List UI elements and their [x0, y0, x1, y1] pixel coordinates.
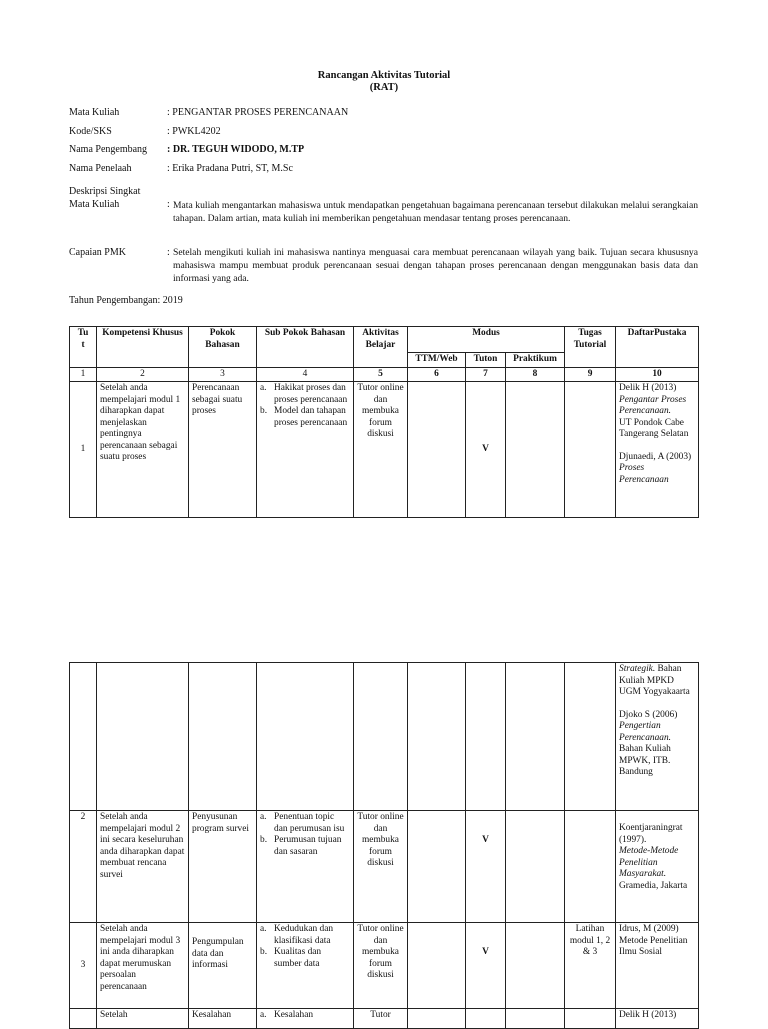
deskripsi-text: Mata kuliah mengantarkan mahasiswa untuk mendapatkan pengetahuan bagaimana perencanaan tersebut dilakukan melalui serangkaian tahapan. Dalam artian, mata kuliah ini memberikan pengetahuan mendasar tentang proses perencanaan. — [173, 200, 698, 224]
row2-sub-pokok: a. Penentuan topic dan perumusan isu b. Perumusan tujuan dan sasaran — [257, 811, 354, 923]
capaian-label: Capaian PMK — [69, 247, 126, 258]
meta-value-nama-penelaah: : Erika Pradana Putri, ST, M.Sc — [167, 163, 293, 174]
header-kompetensi: Kompetensi Khusus — [97, 327, 189, 368]
row3-tuton: V — [466, 923, 506, 1009]
meta-label-mata-kuliah: Mata Kuliah — [69, 107, 120, 118]
header-aktivitas: Aktivitas Belajar — [354, 327, 408, 368]
row2-pokok: Penyusunan program survei — [189, 811, 257, 923]
table-row — [70, 382, 699, 518]
document-subtitle: (RAT) — [369, 82, 399, 93]
table-row — [70, 811, 699, 923]
row4-kompetensi: Setelah — [97, 1009, 189, 1029]
row1-tugas — [565, 382, 616, 518]
header-modus: Modus — [408, 327, 565, 353]
header-ttm-web: TTM/Web — [408, 353, 466, 368]
deskripsi-label-1: Deskripsi Singkat — [69, 186, 141, 197]
meta-label-nama-pengembang: Nama Pengembang — [69, 144, 148, 155]
meta-value-mata-kuliah: : PENGANTAR PROSES PERENCANAAN — [167, 107, 349, 118]
row1-ttm — [408, 382, 466, 518]
table-row — [70, 923, 699, 1009]
row2-aktivitas: Tutor online dan membuka forum diskusi — [354, 811, 408, 923]
col-number: 5 — [354, 367, 408, 382]
row3-aktivitas: Tutor online dan membuka forum diskusi — [354, 923, 408, 1009]
table-row — [70, 1009, 699, 1029]
meta-label-kode-sks: Kode/SKS — [69, 126, 112, 137]
col-number: 10 — [616, 367, 699, 382]
row2-kompetensi: Setelah anda mempelajari modul 2 ini secara keseluruhan anda diharapkan dapat membuat rencana survei — [97, 811, 189, 923]
row3-no: 3 — [70, 923, 97, 1009]
rat-table-page1 — [69, 326, 699, 518]
row2-pustaka: Koentjaraningrat (1997). Metode-Metode Penelitian Masyarakat. Gramedia, Jakarta — [616, 811, 699, 923]
header-praktikum: Praktikum — [506, 353, 565, 368]
row3-kompetensi: Setelah anda mempelajari modul 3 ini anda diharapkan dapat merumuskan persoalan perencanaan — [97, 923, 189, 1009]
col-number: 7 — [466, 367, 506, 382]
col-number: 8 — [506, 367, 565, 382]
col-number: 9 — [565, 367, 616, 382]
meta-label-nama-penelaah: Nama Penelaah — [69, 163, 132, 174]
col-number: 4 — [257, 367, 354, 382]
header-pokok: Pokok Bahasan — [189, 327, 257, 368]
col-number: 3 — [189, 367, 257, 382]
header-tuton: Tuton — [466, 353, 506, 368]
header-tut: Tu t — [70, 327, 97, 368]
row1-sub-pokok: a. Hakikat proses dan proses perencanaan b. Model dan tahapan proses perencanaan — [257, 382, 354, 518]
table-row — [70, 663, 699, 811]
deskripsi-colon: : — [167, 199, 170, 210]
row1-no: 1 — [70, 382, 97, 518]
meta-value-kode-sks: : PWKL4202 — [167, 126, 221, 137]
col-number: 2 — [97, 367, 189, 382]
deskripsi-label-2: Mata Kuliah — [69, 199, 120, 210]
meta-value-nama-pengembang: : DR. TEGUH WIDODO, M.TP — [167, 144, 305, 155]
col-number: 1 — [70, 367, 97, 382]
rat-table-page2 — [69, 662, 699, 1029]
row4-sub-pokok: a. Kesalahan — [257, 1009, 354, 1029]
tahun-pengembangan: Tahun Pengembangan: 2019 — [69, 295, 183, 306]
row1-kompetensi: Setelah anda mempelajari modul 1 diharapkan dapat menjelaskan pentingnya perencanaan sebagai suatu proses — [97, 382, 189, 518]
row2-tuton: V — [466, 811, 506, 923]
cont-pustaka: Strategik. Bahan Kuliah MPKD UGM Yogyakaarta Djoko S (2006) Pengertian Perencanaan. Bahan Kuliah MPWK, ITB. Bandung — [616, 663, 699, 811]
row3-pustaka: Idrus, M (2009) Metode Penelitian Ilmu Sosial — [616, 923, 699, 1009]
header-tugas: Tugas Tutorial — [565, 327, 616, 368]
row4-pokok: Kesalahan — [189, 1009, 257, 1029]
header-pustaka: DaftarPustaka — [616, 327, 699, 368]
row1-pustaka: Delik H (2013) Pengantar Proses Perencanaan. UT Pondok Cabe Tangerang Selatan Djunaedi, A (2003) Proses Perencanaan — [616, 382, 699, 518]
row1-praktikum — [506, 382, 565, 518]
row2-no: 2 — [70, 811, 97, 923]
row1-pokok: Perencanaan sebagai suatu proses — [189, 382, 257, 518]
row3-pokok: Pengumpulan data dan informasi — [189, 923, 257, 1009]
capaian-text: Setelah mengikuti kuliah ini mahasiswa nantinya menguasai cara membuat perencanaan wilayah yang baik. Tujuan secara khususnya mahasiswa mampu membuat produk perencanaan sesuai dengan tahapan proses perencanaan dengan menggunakan basis data dan informasi yang ada. — [173, 247, 698, 284]
row1-aktivitas: Tutor online dan membuka forum diskusi — [354, 382, 408, 518]
row3-sub-pokok: a. Kedudukan dan klasifikasi data b. Kualitas dan sumber data — [257, 923, 354, 1009]
col-number: 6 — [408, 367, 466, 382]
row1-tuton: V — [466, 382, 506, 518]
capaian-colon: : — [167, 247, 170, 258]
header-sub-pokok: Sub Pokok Bahasan — [257, 327, 354, 368]
row4-aktivitas: Tutor — [354, 1009, 408, 1029]
document-title: Rancangan Aktivitas Tutorial — [317, 70, 451, 81]
row4-pustaka: Delik H (2013) — [616, 1009, 699, 1029]
row3-tugas: Latihan modul 1, 2 & 3 — [565, 923, 616, 1009]
